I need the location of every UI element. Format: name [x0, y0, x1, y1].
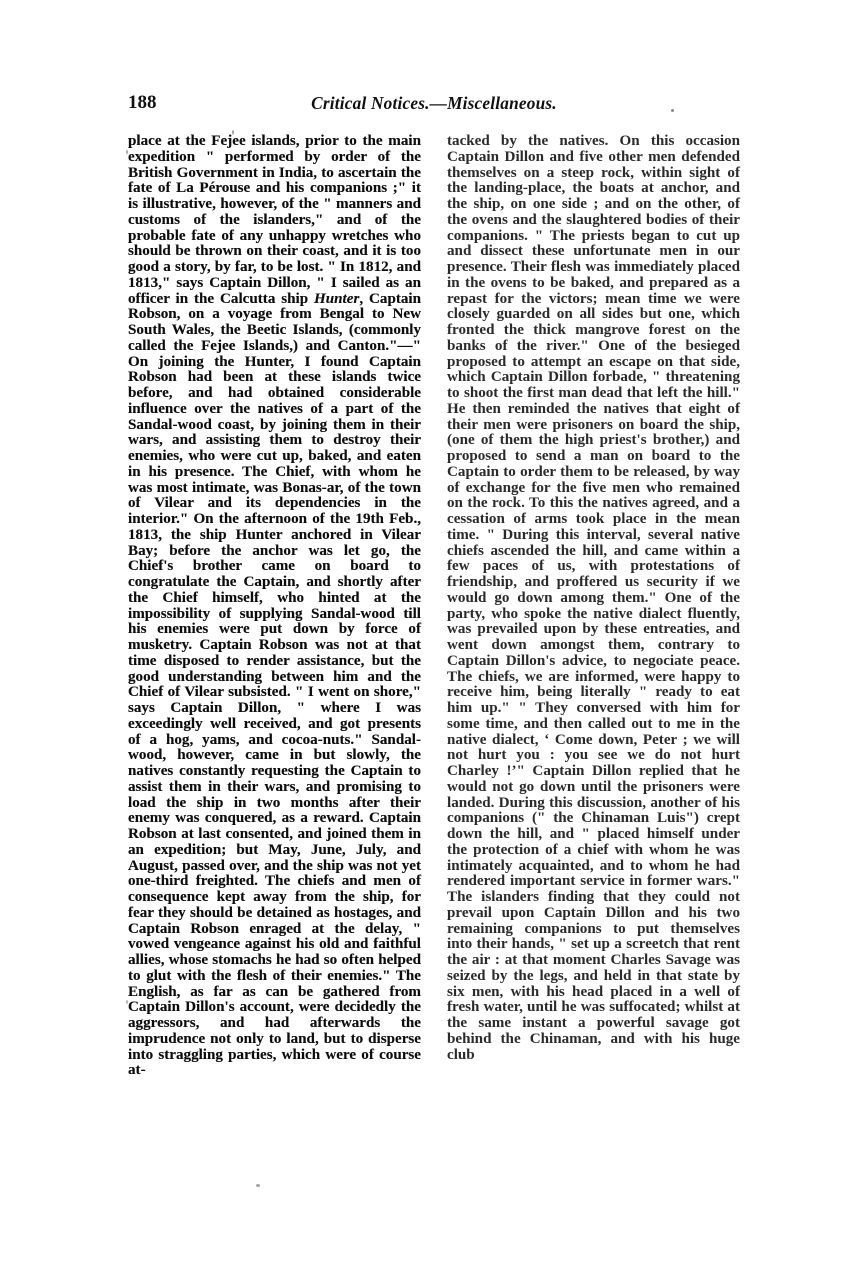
column-left — [128, 134, 421, 1079]
ship-name-hunter: Hunter — [314, 290, 360, 307]
column-right-text: tacked by the natives. On this occasion Captain Dillon and five other men defended themselves on a steep rock, within sight of the landing-place, the boats at anchor, and the ship, on one side ; and on the other, of the ovens and the slaughtered bodies of their companions. " The priests began to cut up and dissect these unfortunate men in our presence. Their flesh was immediately placed in the ovens to be baked, and prepared as a repast for the victors; mean time we were closely guarded on all sides but one, which fronted the thick mangrove forest on the banks of the river." One of the besieged proposed to attempt an escape on that side, which Captain Dillon forbade, " threatening to shoot the first man dead that left the hill." He then reminded the natives that eight of their men were prisoners on board the ship, (one of them the high priest's brother,) and proposed to send a man on board to the Captain to order them to be released, by way of exchange for the five men who remained on the rock. To this the natives agreed, and a cessation of arms took place in the mean time. " During this interval, several native chiefs ascended the hill, and came within a few paces of us, with protestations of friendship, and proffered us security if we would go down among them." One of the party, who spoke the native dialect fluently, was prevailed upon by these entreaties, and went down amongst them, contrary to Captain Dillon's advice, to negociate peace. The chiefs, we are informed, were happy to receive him, being literally " ready to eat him up." " They conversed with him for some time, and then called out to me in the native dialect, ‘ Come down, Peter ; we will not hurt you : you see we do not hurt Charley !’" Captain Dillon replied that he would not go down until the prisoners were landed. During this discussion, another of his companions (" the Chinaman Luis") crept down the hill, and " placed himself under the protection of a chief with whom he was intimately acquainted, and to whom he had rendered important service in former wars." The islanders finding that they could not prevail upon Captain Dillon and his two remaining companions to put themselves into their hands, " set up a screetch that rent the air : at that moment Charles Savage was seized by the legs, and held in that state by six men, with his head placed in a well of fresh water, until he was suffocated; whilst at the same instant a powerful savage got behind the Chinaman, and with his huge club — [447, 133, 740, 1063]
page-number: 188 — [128, 92, 157, 113]
left-text-part-2: , Captain Robson, on a voyage from Bengal to New South Wales, the Beetic Islands, (commonly called the Fejee Islands,) and Canton."—" On joining the Hunter, I found Captain Robson had been at these islands twice before, and had obtained considerable influence over the natives of a part of the Sandal-wood coast, by joining them in their wars, and assisting them to destroy their enemies, who were cut up, baked, and eaten in his presence. The Chief, with whom he was most intimate, was Bonas-ar, of the town of Vilear and its dependencies in the interior." On the afternoon of the 19th Feb., 1813, the ship Hunter anchored in Vilear Bay; before the anchor was let go, the Chief's brother came on board to congratulate the Captain, and shortly after the Chief himself, who hinted at the impossibility of supplying Sandal-wood till his enemies were put down by force of musketry. Captain Robson was not at that time disposed to render assistance, but the good understanding between him and the Chief of Vilear subsisted. " I went on shore," says Captain Dillon, " where I was exceedingly well received, and got presents of a hog, yams, and cocoa-nuts." Sandal-wood, however, came in but slowly, the natives constantly requesting the Captain to assist them in their wars, and promising to load the ship in two months after their enemy was conquered, as a reward. Captain Robson at last consented, and joined them in an expedition; but May, June, July, and August, passed over, and the ship was not yet one-third freighted. The chiefs and men of consequence kept away from the ship, for fear they should be detained as hostages, and Captain Robson enraged at the delay, " vowed vengeance against his old and faithful allies, whose stomachs he had so often helped to glut with the flesh of their enemies." The English, as far as can be gathered from Captain Dillon's account, were decidedly the aggressors, and had afterwards the imprudence not only to land, but to disperse into straggling parties, which were of course at- — [128, 290, 422, 1079]
scan-speck — [671, 109, 674, 112]
column-left-text — [128, 134, 421, 1079]
running-head — [128, 92, 740, 114]
scan-speck — [256, 1184, 260, 1187]
column-right — [447, 134, 740, 1063]
running-head-title: Critical Notices.—Miscellaneous. — [311, 93, 557, 113]
left-text-part-1: place at the Fejee islands, prior to the main expedition " performed by order of the British Government in India, to ascertain the fate of La Pérouse and his companions ;" it is illustrative, however, of the " manners and customs of the islanders," and of the probable fate of any unhappy wretches who should be thrown on their coast, and it is too good a story, by far, to be lost. " In 1812, and 1813," says Captain Dillon, " I sailed as an officer in the Calcutta ship — [128, 133, 421, 307]
